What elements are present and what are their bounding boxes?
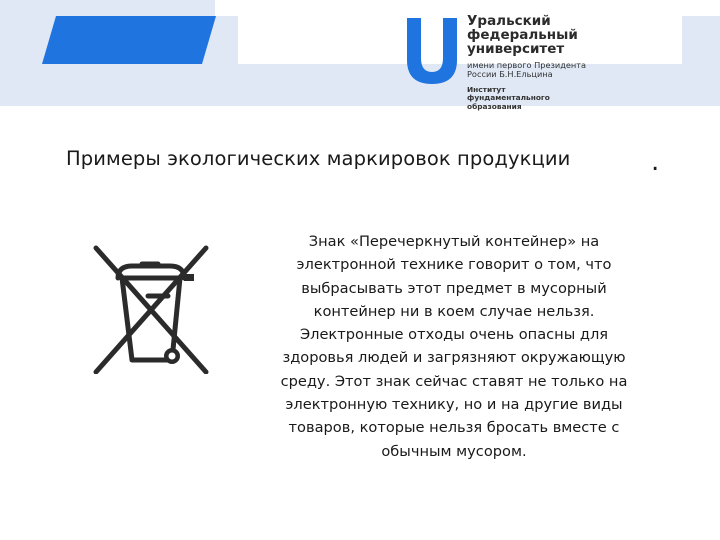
university-logo bbox=[405, 14, 615, 118]
body-line: выбрасывать этот предмет в мусорный bbox=[301, 279, 607, 297]
body-line: электронную технику, но и на другие виды bbox=[285, 396, 623, 414]
body-line: контейнер ни в коем случае нельзя. bbox=[313, 302, 595, 320]
university-subtitle-line: России Б.Н.Ельцина bbox=[467, 69, 553, 79]
body-line: обычным мусором. bbox=[381, 442, 527, 460]
university-subtitle bbox=[467, 61, 617, 79]
university-name-line: Уральский bbox=[467, 13, 551, 29]
university-subtitle-line: имени первого Президента bbox=[467, 60, 587, 70]
university-name bbox=[467, 14, 617, 56]
institute-name-line: Институт bbox=[467, 85, 506, 94]
body-line: Знак «Перечеркнутый контейнер» на bbox=[308, 233, 600, 250]
ural-federal-university-logo-icon bbox=[405, 14, 459, 86]
university-name-line: федеральный bbox=[467, 27, 578, 43]
university-name-line: университет bbox=[467, 41, 565, 57]
slide-title-dot: . bbox=[651, 147, 660, 177]
body-line: среду. Этот знак сейчас ставят не только на bbox=[280, 372, 628, 390]
slide-title: Примеры экологических маркировок продукции bbox=[66, 147, 571, 170]
body-line: здоровья людей и загрязняют окружающую bbox=[282, 349, 626, 367]
body-line: электронной технике говорит о том, что bbox=[296, 256, 612, 274]
body-line: Электронные отходы очень опасны для bbox=[299, 326, 609, 344]
institute-name-line: образования bbox=[467, 101, 522, 111]
body-line: товаров, которые нельзя бросать вместе с bbox=[288, 419, 620, 437]
institute-name-line: фундаментального bbox=[467, 93, 550, 103]
crossed-out-wheelie-bin-icon bbox=[92, 242, 210, 374]
institute-name bbox=[467, 86, 617, 111]
slide-body-text bbox=[258, 230, 650, 463]
